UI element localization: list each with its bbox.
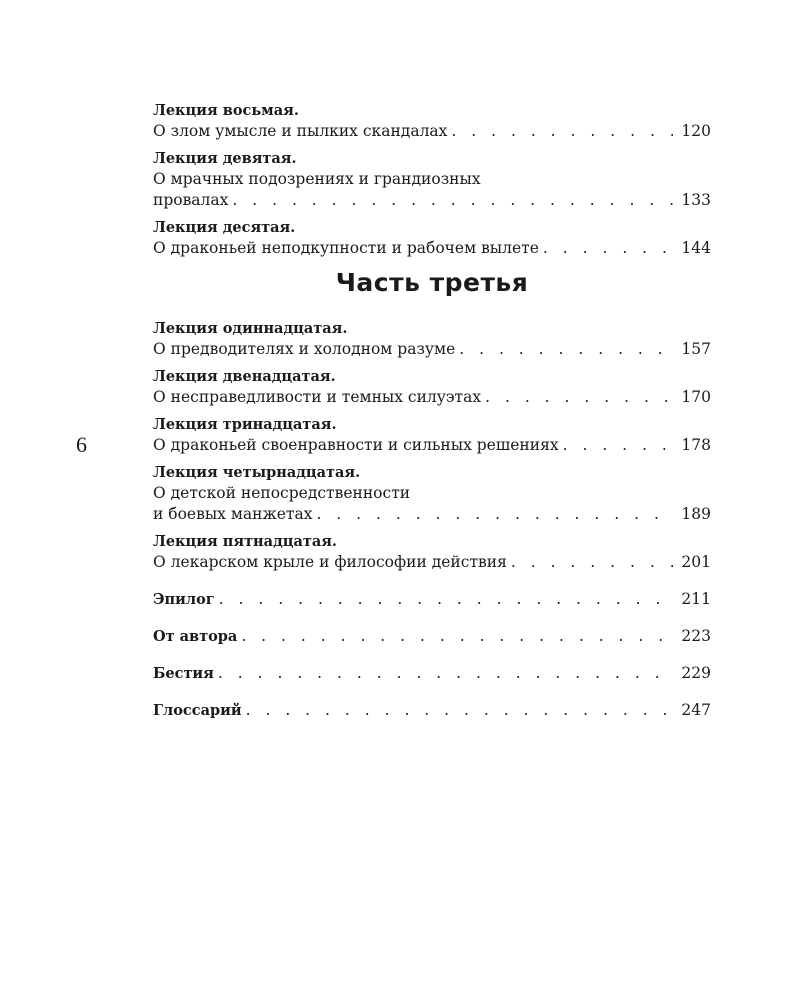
chapter-title-line: О детской непосредственности bbox=[153, 484, 411, 502]
toc-entry bbox=[153, 531, 711, 573]
lecture-title: Лекция четырнадцатая. bbox=[153, 464, 361, 481]
toc-line bbox=[153, 700, 711, 721]
dot-leader bbox=[219, 589, 673, 610]
toc-line bbox=[153, 190, 711, 211]
page-ref: 133 bbox=[681, 191, 711, 209]
toc-line bbox=[153, 121, 711, 142]
section-title: От автора bbox=[153, 628, 238, 645]
chapter-title: и боевых манжетах bbox=[153, 505, 313, 523]
dot-leader bbox=[485, 387, 673, 408]
toc-line bbox=[153, 387, 711, 408]
chapter-title-line: О мрачных подозрениях и грандиозных bbox=[153, 170, 481, 188]
page-ref: 229 bbox=[681, 664, 711, 682]
chapter-title: О предводителях и холодном разуме bbox=[153, 340, 456, 358]
dot-leader bbox=[246, 700, 673, 721]
chapter-title: О драконьей неподкупности и рабочем вылете bbox=[153, 239, 539, 257]
table-of-contents-bottom bbox=[153, 318, 711, 727]
lecture-title: Лекция одиннадцатая. bbox=[153, 320, 348, 337]
toc-line bbox=[153, 626, 711, 647]
lecture-title: Лекция пятнадцатая. bbox=[153, 533, 337, 550]
toc-entry bbox=[153, 663, 711, 684]
dot-leader bbox=[563, 435, 673, 456]
page-ref: 201 bbox=[681, 553, 711, 571]
dot-leader bbox=[218, 663, 673, 684]
chapter-title: О лекарском крыле и философии действия bbox=[153, 553, 507, 571]
page-ref: 223 bbox=[681, 627, 711, 645]
page-ref: 170 bbox=[681, 388, 711, 406]
toc-entry bbox=[153, 100, 711, 142]
table-of-contents-top bbox=[153, 100, 711, 265]
toc-entry bbox=[153, 366, 711, 408]
chapter-title: О несправедливости и темных силуэтах bbox=[153, 388, 482, 406]
section-title: Бестия bbox=[153, 665, 214, 682]
page-number: 6 bbox=[76, 432, 87, 457]
dot-leader bbox=[451, 121, 673, 142]
chapter-title: О злом умысле и пылких скандалах bbox=[153, 122, 448, 140]
page-ref: 211 bbox=[681, 590, 711, 608]
dot-leader bbox=[316, 504, 673, 525]
toc-entry bbox=[153, 626, 711, 647]
page-ref: 178 bbox=[681, 436, 711, 454]
page-ref: 120 bbox=[681, 122, 711, 140]
toc-line bbox=[153, 504, 711, 525]
page-ref: 189 bbox=[681, 505, 711, 523]
toc-entry bbox=[153, 589, 711, 610]
section-title: Эпилог bbox=[153, 591, 215, 608]
toc-entry bbox=[153, 217, 711, 259]
chapter-title: провалах bbox=[153, 191, 229, 209]
lecture-title: Лекция девятая. bbox=[153, 150, 297, 167]
dot-leader bbox=[511, 552, 673, 573]
toc-entry bbox=[153, 700, 711, 721]
toc-entry bbox=[153, 318, 711, 360]
lecture-title: Лекция двенадцатая. bbox=[153, 368, 336, 385]
toc-line bbox=[153, 589, 711, 610]
toc-entry bbox=[153, 414, 711, 456]
dot-leader bbox=[543, 238, 673, 259]
toc-line bbox=[153, 663, 711, 684]
chapter-title: О драконьей своенравности и сильных решениях bbox=[153, 436, 559, 454]
toc-line bbox=[153, 339, 711, 360]
section-heading: Часть третья bbox=[335, 268, 529, 297]
toc-entry bbox=[153, 148, 711, 211]
toc-line bbox=[153, 435, 711, 456]
toc-entry bbox=[153, 462, 711, 525]
lecture-title: Лекция десятая. bbox=[153, 219, 296, 236]
toc-line bbox=[153, 552, 711, 573]
section-title: Глоссарий bbox=[153, 702, 242, 719]
lecture-title: Лекция восьмая. bbox=[153, 102, 299, 119]
page-ref: 157 bbox=[681, 340, 711, 358]
lecture-title: Лекция тринадцатая. bbox=[153, 416, 337, 433]
toc-line bbox=[153, 238, 711, 259]
dot-leader bbox=[232, 190, 673, 211]
page-ref: 144 bbox=[681, 239, 711, 257]
page-ref: 247 bbox=[681, 701, 711, 719]
dot-leader bbox=[459, 339, 673, 360]
dot-leader bbox=[241, 626, 673, 647]
